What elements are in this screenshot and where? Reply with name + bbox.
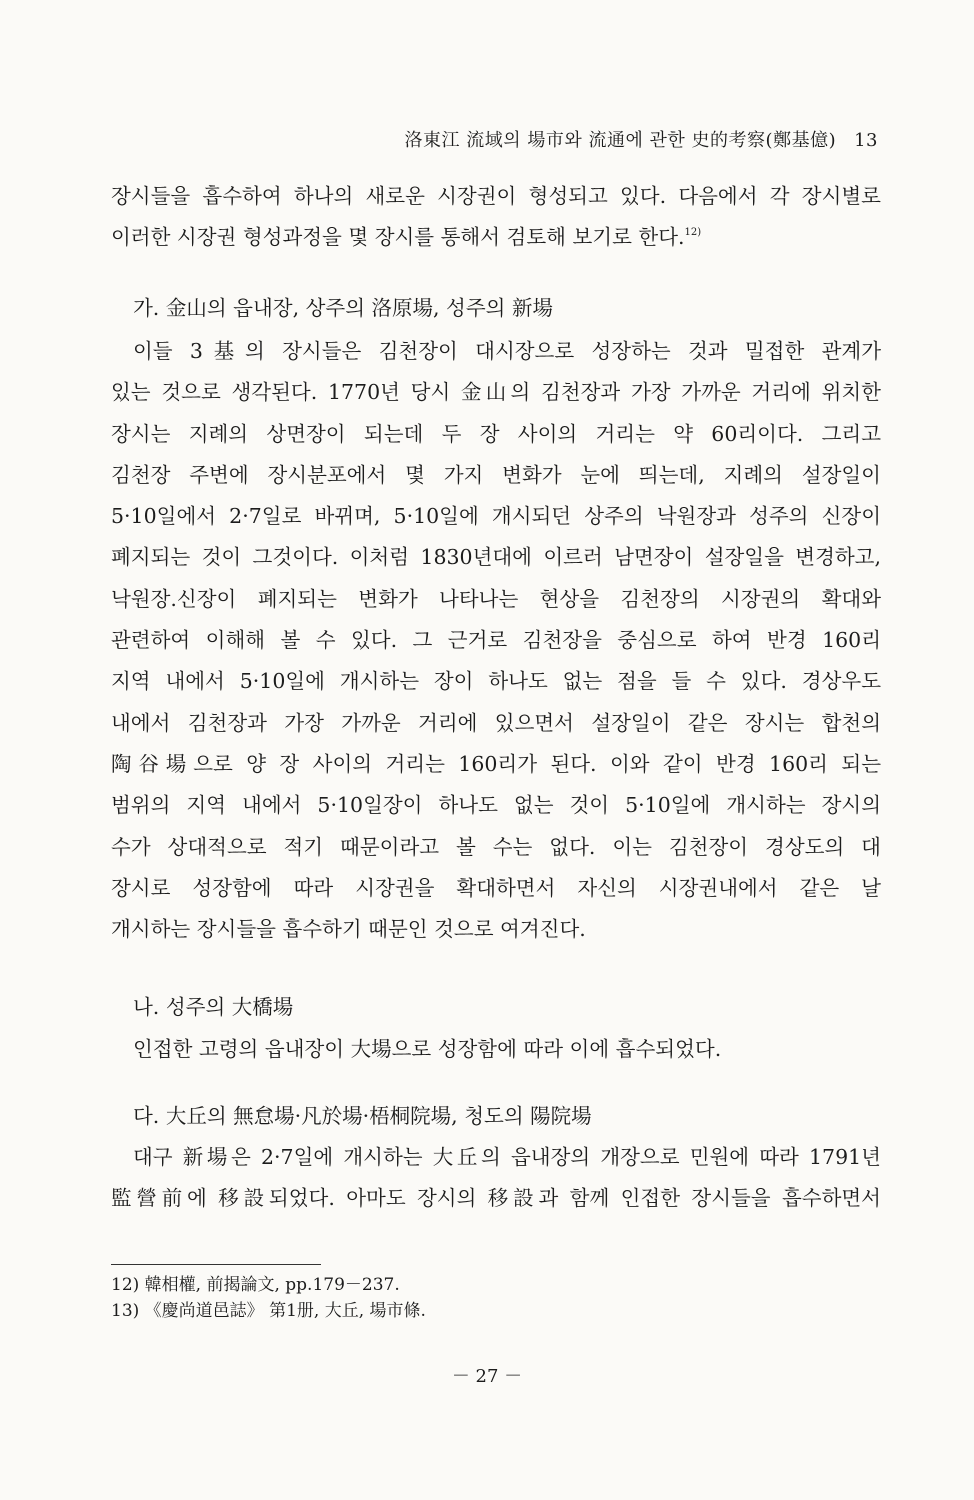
- footnote-reference: 12): [684, 227, 702, 239]
- text-line: 이들 3基의 장시들은 김천장이 대시장으로 성장하는 것과 밀접한 관계가: [133, 339, 881, 363]
- footnote-13: 13) 《慶尚道邑誌》 第1册, 大丘, 場市條.: [111, 1301, 426, 1321]
- text-line: 김천장 주변에 장시분포에서 몇 가지 변화가 눈에 띄는데, 지례의 설장일이: [111, 462, 881, 487]
- text-line: [111, 217, 881, 258]
- section-heading-da: 다. 大丘의 無怠場·凡於場·梧桐院場, 청도의 陽院場: [133, 1104, 592, 1128]
- text-line: 폐지되는 것이 그것이다. 이처럼 1830년대에 이르러 남면장이 설장일을 변경하고,: [111, 545, 881, 570]
- header-title: 洛東江 流域의 場市와 流通에 관한 史的考察(鄭基億): [404, 130, 837, 151]
- header-page-number: 13: [854, 130, 878, 151]
- section-na-paragraph: [111, 1029, 881, 1070]
- intro-paragraph: [111, 176, 881, 259]
- text-line: 수가 상대적으로 적기 때문이라고 볼 수는 없다. 이는 김천장이 경상도의 대: [111, 834, 881, 859]
- text-line: 監營前에 移設되었다. 아마도 장시의 移設과 함께 인접한 장시들을 흡수하면서: [111, 1186, 881, 1211]
- text-line: 지역 내에서 5·10일에 개시하는 장이 하나도 없는 점을 들 수 있다. 경상우도: [111, 669, 881, 694]
- text-line: 장시로 성장함에 따라 시장권을 확대하면서 자신의 시장권내에서 같은 날: [111, 875, 881, 900]
- running-header: [405, 126, 879, 152]
- text-line: 인접한 고령의 읍내장이 大場으로 성장함에 따라 이에 흡수되었다.: [133, 1037, 722, 1061]
- section-heading-ga: 가. 金山의 읍내장, 상주의 洛原場, 성주의 新場: [133, 296, 553, 320]
- section-da-paragraph: [111, 1137, 881, 1220]
- text-line: 5·10일에서 2·7일로 바뀌며, 5·10일에 개시되던 상주의 낙원장과 성주의 신장이: [111, 504, 881, 529]
- text-line: 장시들을 흡수하여 하나의 새로운 시장권이 형성되고 있다. 다음에서 각 장시별로: [111, 184, 881, 208]
- text-line: 장시는 지례의 상면장이 되는데 두 장 사이의 거리는 약 60리이다. 그리고: [111, 421, 881, 446]
- text-line: 陶谷場으로 양 장 사이의 거리는 160리가 된다. 이와 같이 반경 160리 되는: [111, 751, 881, 776]
- text-line: 범위의 지역 내에서 5·10일장이 하나도 없는 것이 5·10일에 개시하는 장시의: [111, 793, 881, 818]
- footnote-divider: [111, 1264, 321, 1265]
- text-line: 내에서 김천장과 가장 가까운 거리에 있으면서 설장일이 같은 장시는 합천의: [111, 710, 881, 735]
- text-line: 관련하여 이해해 볼 수 있다. 그 근거로 김천장을 중심으로 하여 반경 160리: [111, 628, 881, 653]
- text-line: 있는 것으로 생각된다. 1770년 당시 金山의 김천장과 가장 가까운 거리에 위치한: [111, 380, 881, 405]
- page-folio: － 27 －: [451, 1366, 523, 1387]
- footnote-12: 12) 韓相權, 前揭論文, pp.179－237.: [111, 1275, 400, 1295]
- text-line: 낙원장.신장이 폐지되는 변화가 나타나는 현상을 김천장의 시장권의 확대와: [111, 586, 881, 611]
- text-line-content: 이러한 시장권 형성과정을 몇 장시를 통해서 검토해 보기로 한다.: [111, 225, 685, 250]
- section-ga-paragraph: [111, 331, 881, 950]
- text-line: 개시하는 장시들을 흡수하기 때문인 것으로 여겨진다.: [111, 917, 586, 942]
- text-line: 대구 新場은 2·7일에 개시하는 大丘의 읍내장의 개장으로 민원에 따라 1791년: [133, 1145, 881, 1169]
- section-heading-na: 나. 성주의 大橋場: [133, 995, 294, 1019]
